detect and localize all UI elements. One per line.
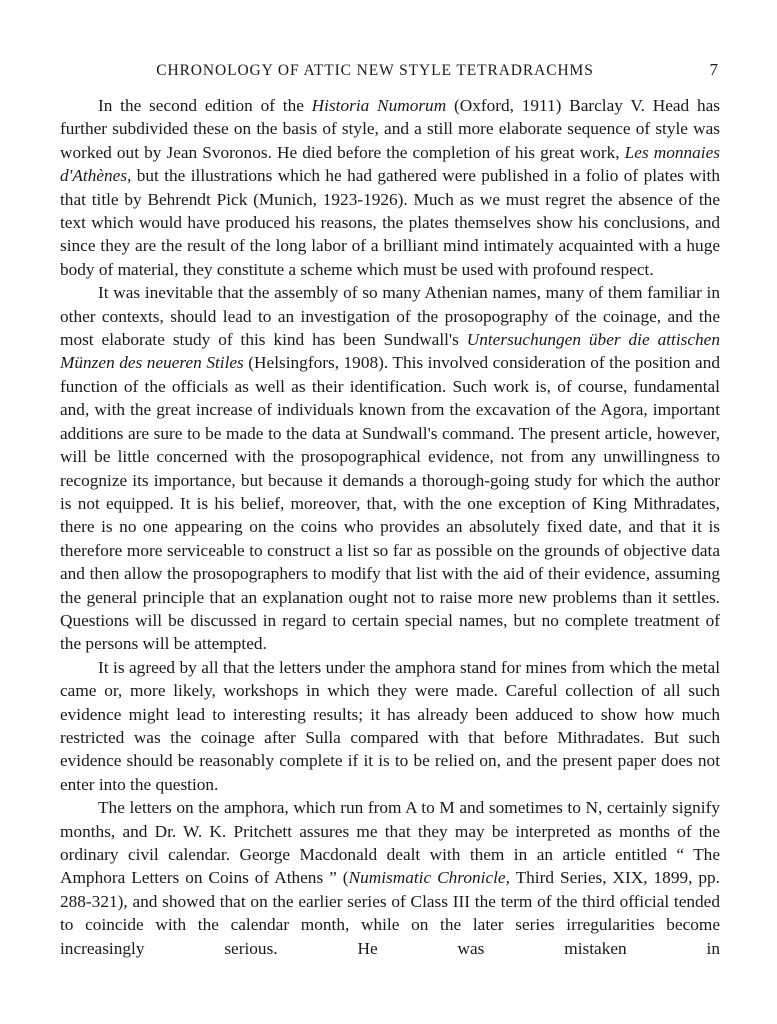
paragraph-2-title-untersuchungen: Untersuchungen über die attischen Münzen des neueren Stiles [60, 330, 720, 373]
paragraph-1 [60, 94, 720, 281]
paragraph-1-text-b: (Oxford, 1911) Barclay V. Head has further subdivided these on the basis of style, and a still more elaborate sequence of style was worked out by Jean Svoronos. He died before the completion of his great work, [60, 96, 720, 162]
paragraph-1-title-historia-numorum: Historia Numorum [311, 96, 447, 115]
paragraph-1-text-c: but the illustrations which he had gathered were published in a folio of plates with that title by Behrendt Pick (Munich, 1923-1926). Much as we must regret the absence of the text which would have produced his reasons, the plates themselves show his conclusions, and since they are the result of the long labor of a brilliant mind intimately acquainted with a huge body of material, they constitute a scheme which must be used with profound respect. [60, 166, 720, 279]
paragraph-1-title-les-monnaies: Les monnaies d'Athènes, [60, 142, 720, 186]
page-number: 7 [709, 60, 718, 79]
paragraph-4 [60, 796, 720, 960]
paragraph-1-text-a: In the second edition of the [98, 96, 312, 115]
paragraph-3 [60, 656, 720, 796]
paragraph-2-text-a: It was inevitable that the assembly of so many Athenian names, many of them familiar in other contexts, should lead to an investigation of the prosopography of the coinage, and the most elaborate study of this kind has been Sundwall's [60, 283, 720, 350]
paragraph-3-text: It is agreed by all that the letters under the amphora stand for mines from which the metal came or, more likely, workshops in which they were made. Careful collection of all such evidence might lead to interesting results; it has already been adduced to show how much restricted was the coinage after Sulla compared with that before Mithradates. But such evidence should be reasonably complete if it is to be relied on, and the present paper does not enter into the question. [60, 657, 720, 794]
running-head [60, 62, 720, 86]
paragraph-4-text-a: The letters on the amphora, which run from A to M and sometimes to N, certainly signify months, and Dr. W. K. Pritchett assures me that they may be interpreted as months of the ordinary civil calendar. George Macdonald dealt with them in an article entitled “ The Amphora Letters on Coins of Athens ” ( [60, 798, 720, 888]
running-title: CHRONOLOGY OF ATTIC NEW STYLE TETRADRACHMS [156, 62, 594, 79]
body-text [60, 94, 720, 960]
page [60, 62, 720, 960]
paragraph-4-title-numismatic-chronicle: Numismatic Chronicle, [348, 868, 510, 888]
paragraph-2-text-b: (Helsingfors, 1908). This involved consideration of the position and function of the officials as well as their identification. Such work is, of course, fundamental and, with the great increase of individuals known from the excavation of the Agora, important additions are sure to be made to the data at Sundwall's command. The present article, however, will be little concerned with the prosopographical evidence, not from any unwillingness to recognize its importance, but because it demands a thorough-going study for which the author is not equipped. It is his belief, moreover, that, with the one exception of King Mithradates, there is no one appearing on the coins who provides an absolutely fixed date, and that it is therefore more serviceable to construct a list so far as possible on the grounds of objective data and then allow the prosopographers to modify that list with the aid of their evidence, assuming the general principle that an explanation ought not to raise more new problems than it settles. Questions will be discussed in regard to certain special names, but no complete treatment of the persons will be attempted. [60, 353, 720, 654]
paragraph-4-text-b: Third Series, XIX, 1899, pp. 288-321), and showed that on the earlier series of Class III the term of the third official tended to coincide with the calendar month, while on the later series irregularities become increasingly serious. He was mistaken in [60, 868, 721, 958]
paragraph-2 [60, 281, 720, 656]
